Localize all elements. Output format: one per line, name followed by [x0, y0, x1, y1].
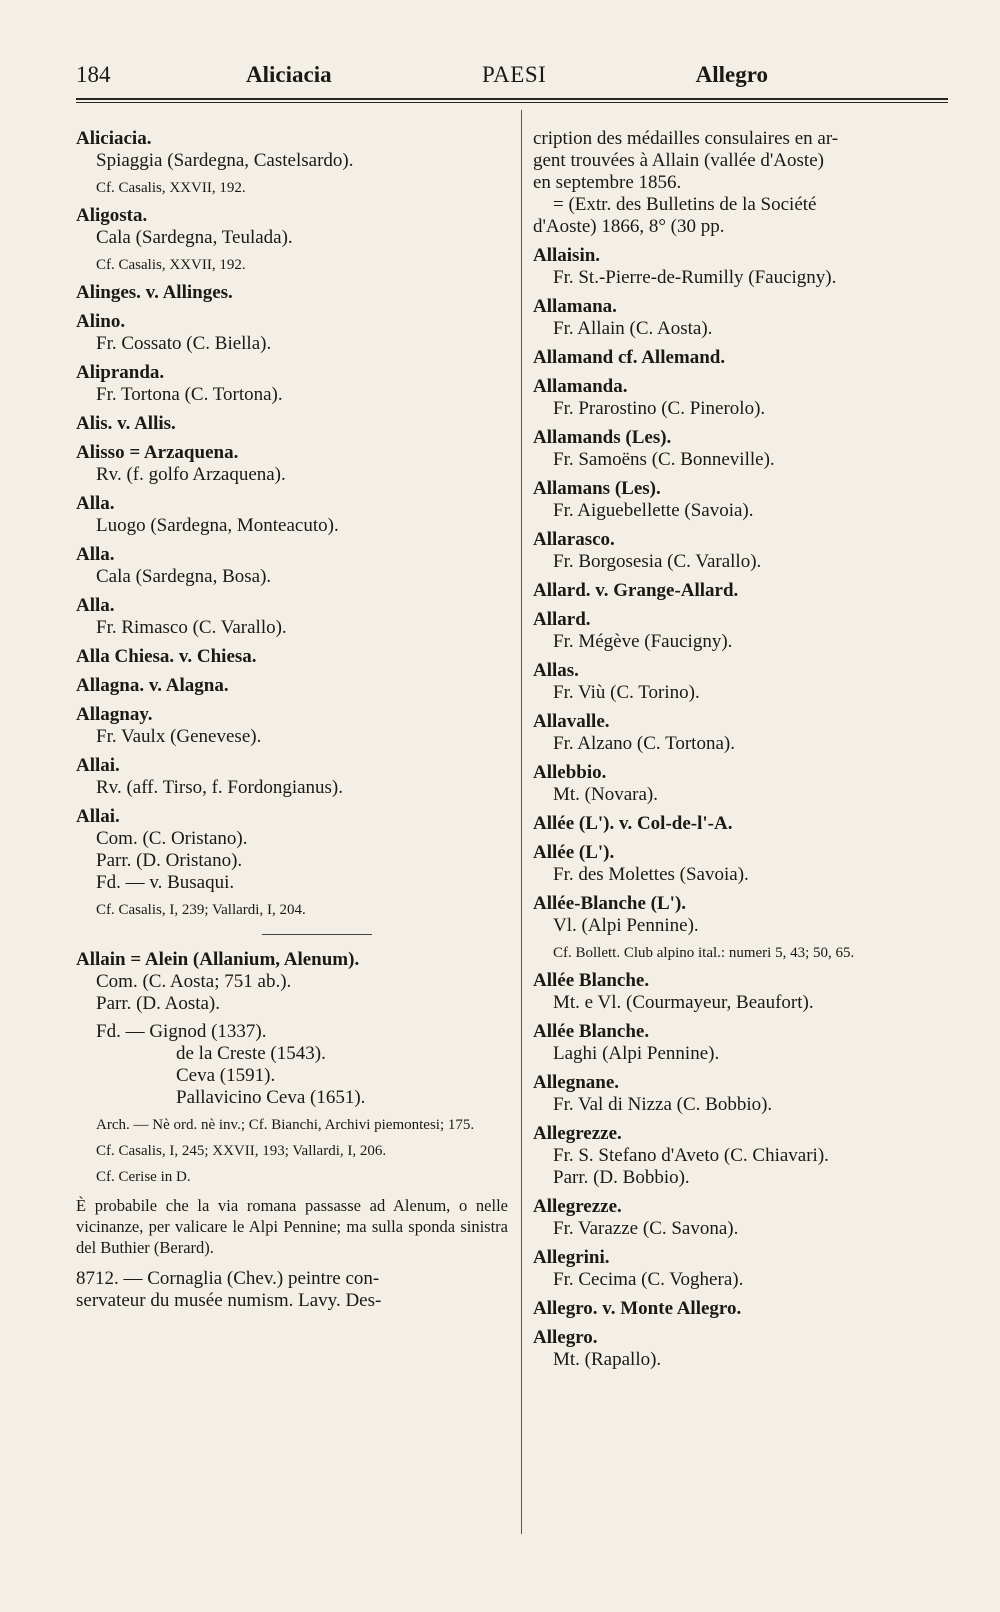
- dictionary-entry: [533, 1021, 948, 1065]
- dictionary-entry: [533, 376, 948, 420]
- header-rule-thin: [76, 102, 948, 103]
- dictionary-entry: [533, 529, 948, 573]
- dictionary-entry: [533, 1123, 948, 1189]
- dictionary-entry: [533, 296, 948, 340]
- right-column: [533, 128, 948, 1378]
- continuation-line: en septembre 1856.: [533, 172, 682, 193]
- left-entries: [76, 128, 508, 920]
- entry-line: Fr. Allain (C. Aosta).: [553, 318, 713, 339]
- entry-headword: Allamana.: [533, 296, 617, 317]
- entry-headword: Allée (L'). v. Col-de-l'-A.: [533, 813, 733, 834]
- entry-line: Parr. (D. Oristano).: [96, 850, 243, 871]
- entry-headword: Allée (L').: [533, 842, 615, 863]
- dictionary-entry: [76, 704, 508, 748]
- continuation-line: cription des médailles consulaires en ar-: [533, 128, 839, 149]
- entry-headword: Allarasco.: [533, 529, 615, 550]
- entry-headword: Alla.: [76, 493, 115, 514]
- entry-headword: Allegrezze.: [533, 1196, 622, 1217]
- entry-headword: Allée Blanche.: [533, 970, 650, 991]
- entry-line: Ceva (1591).: [176, 1065, 276, 1086]
- entry-headword: Allamands (Les).: [533, 427, 672, 448]
- entry-headword: Allegrini.: [533, 1247, 610, 1268]
- entry-line: Parr. (D. Aosta).: [96, 993, 221, 1014]
- entry-headword: Allai.: [76, 806, 120, 827]
- entry-line: Fr. St.-Pierre-de-Rumilly (Faucigny).: [553, 267, 837, 288]
- entry-reference: Cf. Casalis, I, 245; XXVII, 193; Vallardi, I, 206.: [96, 1143, 387, 1159]
- entry-headword: Alipranda.: [76, 362, 165, 383]
- dictionary-entry: [76, 806, 508, 920]
- header-last-entry: Allegro: [695, 62, 768, 87]
- page-header: [76, 58, 948, 94]
- entry-line: Fr. Rimasco (C. Varallo).: [96, 617, 287, 638]
- dictionary-entry: [533, 609, 948, 653]
- entry-line: Fr. Tortona (C. Tortona).: [96, 384, 283, 405]
- entry-line: Fr. des Molettes (Savoia).: [553, 864, 749, 885]
- entry-reference: Cf. Bollett. Club alpino ital.: numeri 5, 43; 50, 65.: [553, 945, 855, 961]
- continuation-line: gent trouvées à Allain (vallée d'Aoste): [533, 150, 824, 171]
- dictionary-entry: [76, 362, 508, 406]
- entry-headword: Alino.: [76, 311, 126, 332]
- right-entries: [533, 245, 948, 1371]
- dictionary-entry: [533, 1072, 948, 1116]
- entry-line: Fr. Prarostino (C. Pinerolo).: [553, 398, 766, 419]
- entry-headword: Alis. v. Allis.: [76, 413, 176, 434]
- entry-line: Laghi (Alpi Pennine).: [553, 1043, 720, 1064]
- entry-line: Fr. Cecima (C. Voghera).: [553, 1269, 744, 1290]
- entry-line: Parr. (D. Bobbio).: [553, 1167, 690, 1188]
- entry-line: Mt. (Rapallo).: [553, 1349, 662, 1370]
- entry-line: Rv. (f. golfo Arzaquena).: [96, 464, 286, 485]
- entry-headword: Allavalle.: [533, 711, 610, 732]
- entry-line: Fd. — v. Busaqui.: [96, 872, 235, 893]
- entry-reference: Cf. Casalis, XXVII, 192.: [96, 180, 246, 196]
- dictionary-entry: [533, 711, 948, 755]
- entry-headword: Allegro.: [533, 1327, 598, 1348]
- entry-headword: Allée-Blanche (L').: [533, 893, 687, 914]
- entry-headword: Allard.: [533, 609, 591, 630]
- dictionary-entry: [76, 311, 508, 355]
- entry-headword: Allée Blanche.: [533, 1021, 650, 1042]
- entry-headword: Allagnay.: [76, 704, 153, 725]
- entry-headword: Alisso = Arzaquena.: [76, 442, 239, 463]
- entry-headword: Allain = Alein (Allanium, Alenum).: [76, 949, 360, 970]
- entry-line: de la Creste (1543).: [176, 1043, 326, 1064]
- entry-line: Rv. (aff. Tirso, f. Fordongianus).: [96, 777, 344, 798]
- dictionary-entry: [533, 893, 948, 963]
- entry-line: Fr. Vaulx (Genevese).: [96, 726, 262, 747]
- section-divider: [262, 934, 372, 935]
- entry-line: Fr. Mégève (Faucigny).: [553, 631, 733, 652]
- entry-line: Luogo (Sardegna, Monteacuto).: [96, 515, 339, 536]
- entry-headword: Alinges. v. Allinges.: [76, 282, 233, 303]
- entry-line: Cala (Sardegna, Bosa).: [96, 566, 272, 587]
- dictionary-entry: [533, 427, 948, 471]
- entry-line: Pallavicino Ceva (1651).: [176, 1087, 366, 1108]
- dictionary-entry: [76, 675, 508, 697]
- entry-line: Fr. Alzano (C. Tortona).: [553, 733, 735, 754]
- entry-line: Spiaggia (Sardegna, Castelsardo).: [96, 150, 354, 171]
- entry-headword: Alla Chiesa. v. Chiesa.: [76, 646, 257, 667]
- entry-headword: Allegro. v. Monte Allegro.: [533, 1298, 742, 1319]
- column-divider: [521, 110, 522, 1534]
- entry-headword: Aliciacia.: [76, 128, 152, 149]
- dictionary-entry: [533, 478, 948, 522]
- entry-reference: Arch. — Nè ord. nè inv.; Cf. Bianchi, Archivi piemontesi; 175.: [96, 1117, 475, 1133]
- dictionary-entry: [533, 813, 948, 835]
- entry-line: Fr. Varazze (C. Savona).: [553, 1218, 739, 1239]
- dictionary-entry: [533, 580, 948, 602]
- entry-line: Fr. Viù (C. Torino).: [553, 682, 700, 703]
- entry-allain: [76, 949, 508, 1312]
- entry-headword: Allai.: [76, 755, 120, 776]
- entry-headword: Allegnane.: [533, 1072, 620, 1093]
- bibliography-continuation: [533, 128, 948, 238]
- entry-line: Fr. S. Stefano d'Aveto (C. Chiavari).: [553, 1145, 829, 1166]
- left-column: [76, 128, 508, 1319]
- bibliography-line: 8712. — Cornaglia (Chev.) peintre con-: [76, 1268, 380, 1289]
- dictionary-entry: [533, 762, 948, 806]
- dictionary-entry: [76, 544, 508, 588]
- dictionary-entry: [76, 442, 508, 486]
- entry-headword: Allamanda.: [533, 376, 628, 397]
- entry-line: Com. (C. Aosta; 751 ab.).: [96, 971, 292, 992]
- header-rule-thick: [76, 98, 948, 100]
- entry-note: È probabile che la via romana passasse ad Alenum, o nelle vicinanze, per valicare le Alpi Pennine; ma sulla sponda sinistra del Buthier (Berard).: [76, 1196, 508, 1257]
- entry-line: Cala (Sardegna, Teulada).: [96, 227, 293, 248]
- entry-reference: Cf. Casalis, I, 239; Vallardi, I, 204.: [96, 902, 306, 918]
- entry-line: Com. (C. Oristano).: [96, 828, 248, 849]
- dictionary-entry: [533, 660, 948, 704]
- entry-line: Vl. (Alpi Pennine).: [553, 915, 699, 936]
- dictionary-entry: [76, 755, 508, 799]
- entry-headword: Allegrezze.: [533, 1123, 622, 1144]
- dictionary-entry: [76, 282, 508, 304]
- dictionary-entry: [76, 413, 508, 435]
- entry-line: Fr. Borgosesia (C. Varallo).: [553, 551, 762, 572]
- entry-line: Fd. — Gignod (1337).: [96, 1021, 267, 1042]
- dictionary-entry: [533, 842, 948, 886]
- dictionary-entry: [76, 595, 508, 639]
- continuation-line: d'Aoste) 1866, 8° (30 pp.: [533, 216, 725, 237]
- entry-reference: Cf. Casalis, XXVII, 192.: [96, 257, 246, 273]
- entry-headword: Alla.: [76, 595, 115, 616]
- dictionary-entry: [76, 128, 508, 198]
- header-section-title: PAESI: [482, 62, 547, 87]
- dictionary-entry: [76, 205, 508, 275]
- dictionary-entry: [533, 347, 948, 369]
- continuation-line: = (Extr. des Bulletins de la Société: [553, 194, 817, 215]
- entry-line: Fr. Val di Nizza (C. Bobbio).: [553, 1094, 773, 1115]
- entry-headword: Allas.: [533, 660, 579, 681]
- dictionary-entry: [533, 970, 948, 1014]
- entry-line: Mt. (Novara).: [553, 784, 658, 805]
- page-number: 184: [76, 62, 111, 87]
- entry-line: Fr. Aiguebellette (Savoia).: [553, 500, 754, 521]
- entry-reference: Cf. Cerise in D.: [96, 1169, 191, 1185]
- dictionary-entry: [76, 493, 508, 537]
- entry-line: Fr. Samoëns (C. Bonneville).: [553, 449, 775, 470]
- header-first-entry: Aliciacia: [246, 62, 332, 87]
- dictionary-entry: [533, 1327, 948, 1371]
- entry-headword: Allard. v. Grange-Allard.: [533, 580, 739, 601]
- dictionary-entry: [533, 1196, 948, 1240]
- entry-headword: Allamans (Les).: [533, 478, 661, 499]
- entry-headword: Allagna. v. Alagna.: [76, 675, 229, 696]
- dictionary-entry: [533, 1298, 948, 1320]
- bibliography-line: servateur du musée numism. Lavy. Des-: [76, 1290, 382, 1311]
- entry-line: Mt. e Vl. (Courmayeur, Beaufort).: [553, 992, 814, 1013]
- entry-headword: Aligosta.: [76, 205, 148, 226]
- entry-headword: Allamand cf. Allemand.: [533, 347, 726, 368]
- entry-headword: Allebbio.: [533, 762, 607, 783]
- dictionary-entry: [533, 1247, 948, 1291]
- entry-line: Fr. Cossato (C. Biella).: [96, 333, 272, 354]
- dictionary-entry: [76, 646, 508, 668]
- entry-headword: Allaisin.: [533, 245, 601, 266]
- dictionary-entry: [533, 245, 948, 289]
- entry-headword: Alla.: [76, 544, 115, 565]
